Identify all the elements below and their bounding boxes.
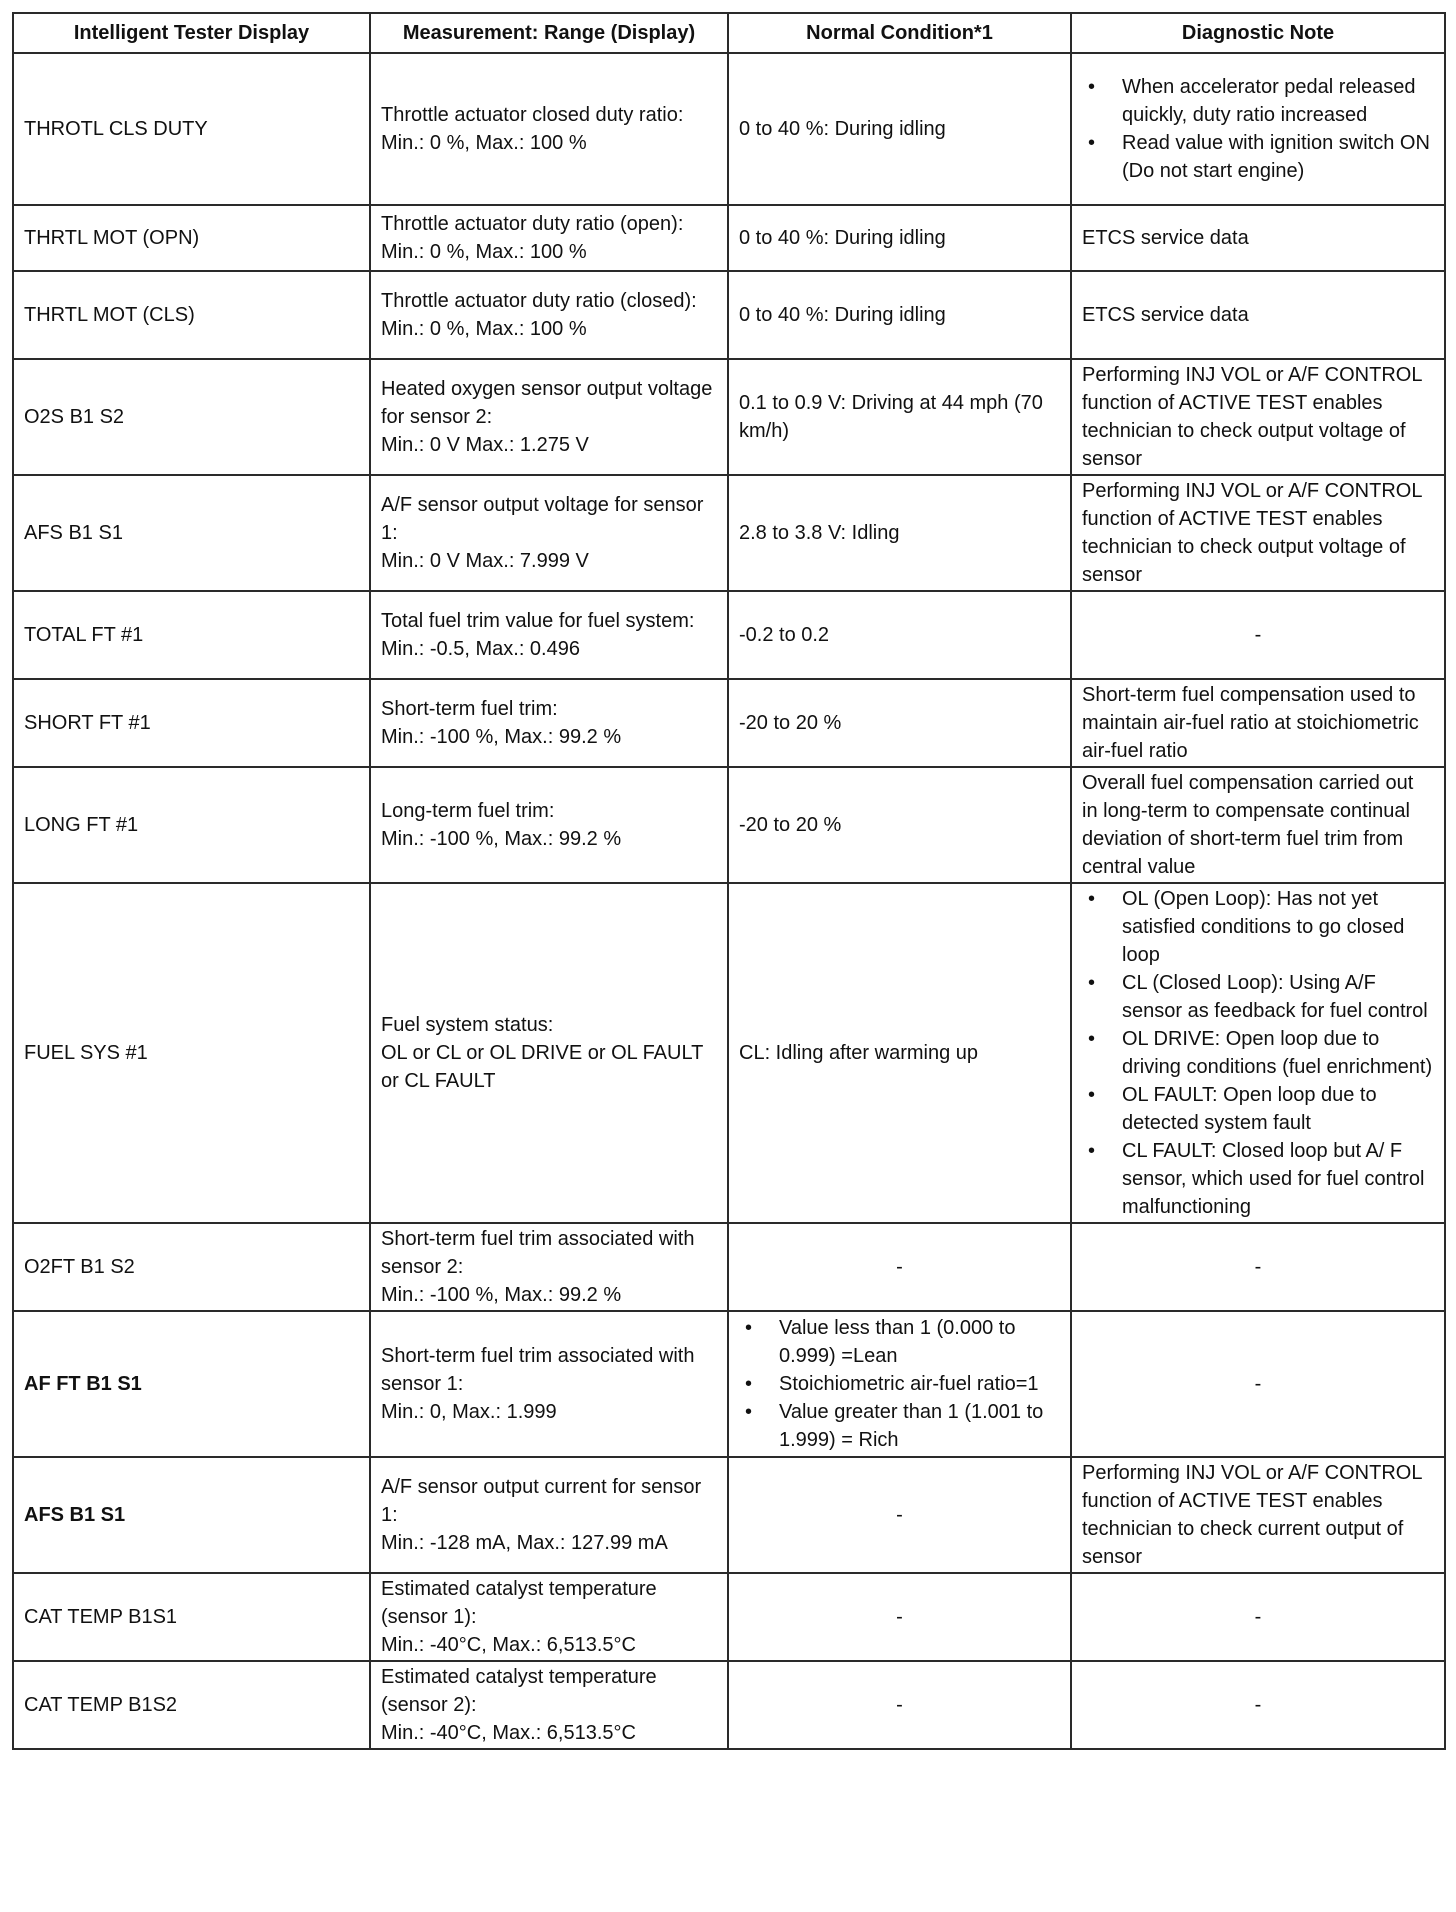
table-row [13,591,1445,679]
normal-condition-line: CL: Idling after warming up [739,1042,979,1064]
normal-condition-bullet-item: • Value greater than 1 (1.001 to 1.999) = Rich [739,1398,1060,1454]
cell-measurement-range [370,1457,728,1573]
cell-measurement-range [370,1223,728,1311]
cell-normal-condition [728,53,1071,205]
cell-diagnostic-note: ETCS service data [1071,205,1445,271]
range-line: Min.: -100 %, Max.: 99.2 % [381,828,622,850]
cell-normal-condition [728,271,1071,359]
cell-diagnostic-note [1071,53,1445,205]
cell-measurement-range [370,883,728,1223]
cell-tester-display: O2S B1 S2 [13,359,370,475]
cell-measurement-range [370,679,728,767]
normal-condition-line: 0 to 40 %: During idling [739,227,946,249]
header-row [13,13,1445,53]
table-row [13,271,1445,359]
table-row [13,1457,1445,1573]
cell-tester-display: SHORT FT #1 [13,679,370,767]
cell-normal-condition [728,1311,1071,1457]
cell-tester-display: TOTAL FT #1 [13,591,370,679]
range-line: Min.: 0, Max.: 1.999 [381,1401,557,1423]
range-line: Min.: 0 V Max.: 1.275 V [381,434,589,456]
normal-condition-line: 0 to 40 %: During idling [739,118,946,140]
diagnostic-note-bullet-list [1082,73,1434,185]
range-line: Throttle actuator duty ratio (open): [381,213,684,235]
normal-condition-bullet-item: • Stoichiometric air-fuel ratio=1 [739,1370,1060,1398]
range-line: Short-term fuel trim associated with sensor 1: [381,1345,695,1395]
range-line: Min.: -100 %, Max.: 99.2 % [381,1284,622,1306]
diagnostic-note-bullet-item: • CL (Closed Loop): Using A/F sensor as feedback for fuel control [1082,969,1434,1025]
cell-normal-condition [728,1223,1071,1311]
cell-tester-display: O2FT B1 S2 [13,1223,370,1311]
normal-condition-line: -20 to 20 % [739,814,842,836]
data-list-table-container [12,12,1444,1750]
cell-tester-display: LONG FT #1 [13,767,370,883]
range-line: Estimated catalyst temperature (sensor 2): [381,1666,657,1716]
cell-diagnostic-note: - [1071,1311,1445,1457]
range-line: Heated oxygen sensor output voltage for sensor 2: [381,378,713,428]
range-line: A/F sensor output voltage for sensor 1: [381,494,704,544]
normal-condition-line: -0.2 to 0.2 [739,624,830,646]
range-line: Throttle actuator closed duty ratio: [381,104,684,126]
cell-measurement-range [370,271,728,359]
cell-diagnostic-note: Performing INJ VOL or A/F CONTROL function of ACTIVE TEST enables technician to check output voltage of sensor [1071,475,1445,591]
normal-condition-line: 0.1 to 0.9 V: Driving at 44 mph (70 km/h) [739,392,1043,442]
cell-measurement-range [370,1661,728,1749]
diagnostic-note-bullet-item: • When accelerator pedal released quickly, duty ratio increased [1082,73,1434,129]
cell-normal-condition [728,767,1071,883]
range-line: Total fuel trim value for fuel system: [381,610,695,632]
cell-normal-condition [728,205,1071,271]
cell-normal-condition [728,475,1071,591]
cell-diagnostic-note: - [1071,591,1445,679]
normal-condition-bullet-list [739,1314,1060,1454]
cell-measurement-range [370,1573,728,1661]
cell-measurement-range [370,591,728,679]
range-line: Estimated catalyst temperature (sensor 1): [381,1578,657,1628]
range-line: Min.: 0 V Max.: 7.999 V [381,550,589,572]
cell-normal-condition [728,883,1071,1223]
cell-measurement-range [370,1311,728,1457]
cell-tester-display: CAT TEMP B1S2 [13,1661,370,1749]
cell-measurement-range [370,53,728,205]
normal-condition-line: - [896,1694,903,1716]
cell-tester-display: AF FT B1 S1 [13,1311,370,1457]
cell-diagnostic-note: Short-term fuel compensation used to maintain air-fuel ratio at stoichiometric air-fuel ratio [1071,679,1445,767]
diagnostic-note-bullet-item: • CL FAULT: Closed loop but A/ F sensor, which used for fuel control malfunctioning [1082,1137,1434,1221]
cell-tester-display: CAT TEMP B1S1 [13,1573,370,1661]
range-line: A/F sensor output current for sensor 1: [381,1476,702,1526]
cell-diagnostic-note: Performing INJ VOL or A/F CONTROL function of ACTIVE TEST enables technician to check current output of sensor [1071,1457,1445,1573]
table-row [13,1661,1445,1749]
normal-condition-line: - [896,1256,903,1278]
normal-condition-line: - [896,1504,903,1526]
range-line: Min.: 0 %, Max.: 100 % [381,241,587,263]
table-row [13,1223,1445,1311]
cell-diagnostic-note: Performing INJ VOL or A/F CONTROL function of ACTIVE TEST enables technician to check output voltage of sensor [1071,359,1445,475]
range-line: Short-term fuel trim associated with sensor 2: [381,1228,695,1278]
normal-condition-line: 2.8 to 3.8 V: Idling [739,522,900,544]
normal-condition-line: - [896,1606,903,1628]
cell-normal-condition [728,359,1071,475]
cell-normal-condition [728,1573,1071,1661]
table-row [13,767,1445,883]
range-line: Throttle actuator duty ratio (closed): [381,290,697,312]
header-intelligent-tester-display: Intelligent Tester Display [13,13,370,53]
range-line: Min.: 0 %, Max.: 100 % [381,318,587,340]
cell-measurement-range [370,205,728,271]
cell-normal-condition [728,591,1071,679]
table-row [13,475,1445,591]
cell-tester-display: FUEL SYS #1 [13,883,370,1223]
cell-normal-condition [728,1457,1071,1573]
table-row [13,883,1445,1223]
range-line: Min.: 0 %, Max.: 100 % [381,132,587,154]
cell-measurement-range [370,767,728,883]
cell-normal-condition [728,1661,1071,1749]
header-diagnostic-note: Diagnostic Note [1071,13,1445,53]
range-line: Long-term fuel trim: [381,800,555,822]
cell-tester-display: THRTL MOT (OPN) [13,205,370,271]
cell-diagnostic-note: - [1071,1661,1445,1749]
range-line: Short-term fuel trim: [381,698,558,720]
normal-condition-bullet-item: • Value less than 1 (0.000 to 0.999) =Lean [739,1314,1060,1370]
cell-normal-condition [728,679,1071,767]
table-row [13,205,1445,271]
range-line: Min.: -0.5, Max.: 0.496 [381,638,580,660]
cell-tester-display: AFS B1 S1 [13,1457,370,1573]
header-measurement-range: Measurement: Range (Display) [370,13,728,53]
table-body [13,53,1445,1749]
cell-measurement-range [370,359,728,475]
cell-tester-display: THRTL MOT (CLS) [13,271,370,359]
normal-condition-line: -20 to 20 % [739,712,842,734]
diagnostic-note-bullet-item: • OL FAULT: Open loop due to detected system fault [1082,1081,1434,1137]
range-line: Min.: -100 %, Max.: 99.2 % [381,726,622,748]
table-row [13,1311,1445,1457]
table-row [13,359,1445,475]
table-row [13,1573,1445,1661]
range-line: Min.: -40°C, Max.: 6,513.5°C [381,1722,636,1744]
cell-diagnostic-note: ETCS service data [1071,271,1445,359]
header-normal-condition: Normal Condition*1 [728,13,1071,53]
range-line: Fuel system status: [381,1014,554,1036]
diagnostic-note-bullet-list [1082,885,1434,1221]
range-line: OL or CL or OL DRIVE or OL FAULT or CL FAULT [381,1042,703,1092]
range-line: Min.: -128 mA, Max.: 127.99 mA [381,1532,668,1554]
table-header [13,13,1445,53]
cell-tester-display: AFS B1 S1 [13,475,370,591]
range-line: Min.: -40°C, Max.: 6,513.5°C [381,1634,636,1656]
cell-diagnostic-note: - [1071,1573,1445,1661]
table-row [13,679,1445,767]
normal-condition-line: 0 to 40 %: During idling [739,304,946,326]
cell-diagnostic-note: Overall fuel compensation carried out in long-term to compensate continual deviation of short-term fuel trim from central value [1071,767,1445,883]
diagnostic-note-bullet-item: • OL (Open Loop): Has not yet satisfied conditions to go closed loop [1082,885,1434,969]
cell-diagnostic-note [1071,883,1445,1223]
table-row [13,53,1445,205]
cell-diagnostic-note: - [1071,1223,1445,1311]
cell-measurement-range [370,475,728,591]
cell-tester-display: THROTL CLS DUTY [13,53,370,205]
diagnostic-note-bullet-item: • Read value with ignition switch ON (Do not start engine) [1082,129,1434,185]
diagnostic-note-bullet-item: • OL DRIVE: Open loop due to driving conditions (fuel enrichment) [1082,1025,1434,1081]
data-list-table [12,12,1446,1750]
